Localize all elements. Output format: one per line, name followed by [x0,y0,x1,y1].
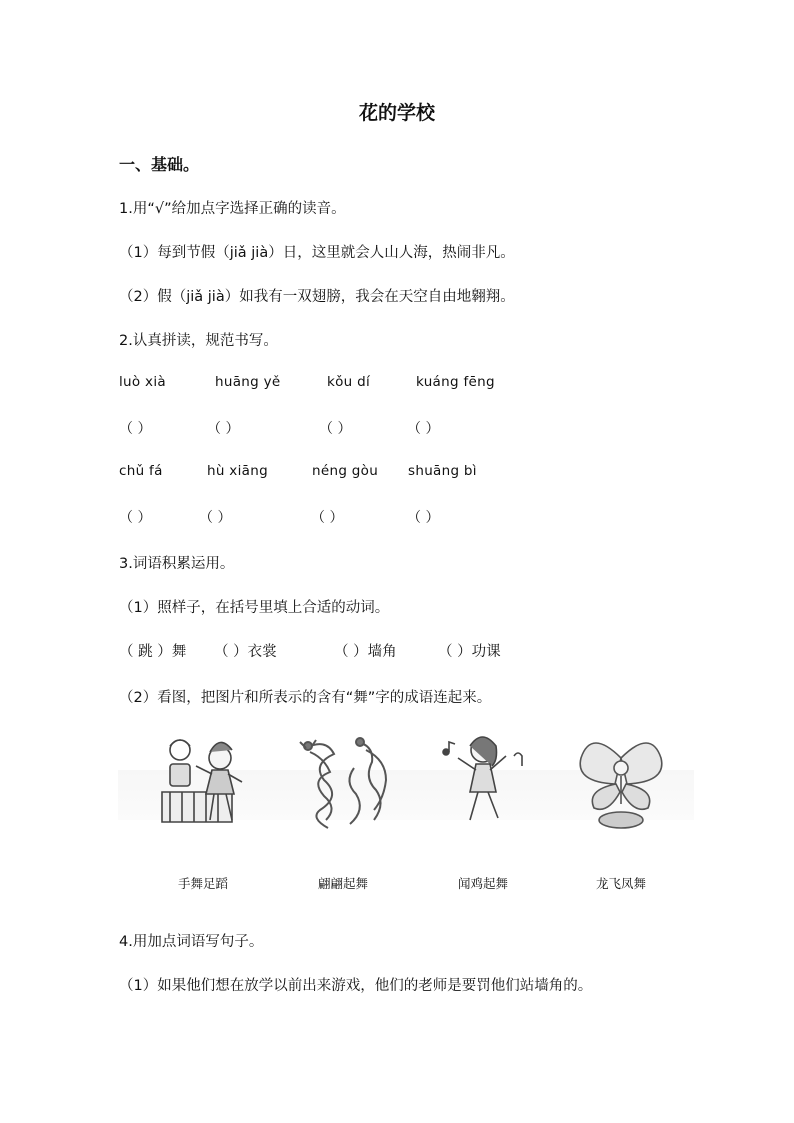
answer-blank[interactable]: （ ） [207,421,240,437]
pinyin-4: kuáng fēng [416,374,495,390]
answer-blank[interactable]: （ ） [319,421,352,437]
butterfly-flower-picture[interactable] [566,728,676,838]
verb-fill-2[interactable]: （ ）衣裳 [214,644,277,660]
verb-fill-1: （ 跳 ）舞 [119,644,187,660]
pinyin-6: hù xiāng [207,463,268,479]
question-3-sub-1: （1）照样子，在括号里填上合适的动词。 [119,600,390,616]
question-1-item-2: （2）假（jiǎ jià）如我有一双翅膀，我会在天空自由地翱翔。 [119,289,515,305]
question-1-item-1: （1）每到节假（jiǎ jià）日，这里就会人山人海，热闹非凡。 [119,245,515,261]
girl-dancing-picture[interactable] [428,728,538,838]
dragon-phoenix-picture[interactable] [288,728,398,838]
question-3-stem: 3.词语积累运用。 [119,556,235,572]
answer-blank[interactable]: （ ） [119,510,152,526]
pinyin-2: huāng yě [215,374,281,390]
question-3-sub-2: （2）看图，把图片和所表示的含有“舞”字的成语连起来。 [119,690,492,706]
pinyin-7: néng gòu [312,463,379,479]
answer-blank[interactable]: （ ） [199,510,232,526]
verb-fill-3[interactable]: （ ）墙角 [334,644,397,660]
answer-blank[interactable]: （ ） [407,510,440,526]
pinyin-8: shuāng bì [408,463,477,479]
page-title: 花的学校 [358,102,435,124]
idiom-caption-3[interactable]: 闻鸡起舞 [457,876,508,891]
question-2-stem: 2.认真拼读，规范书写。 [119,333,278,349]
pinyin-5: chǔ fá [119,463,163,479]
question-4-item-1: （1）如果他们想在放学以前出来游戏，他们的老师是要罚他们站墙角的。 [119,978,593,994]
pinyin-1: luò xià [119,374,166,390]
question-4-stem: 4.用加点词语写句子。 [119,934,264,950]
idiom-caption-2[interactable]: 翩翩起舞 [317,876,368,891]
answer-blank[interactable]: （ ） [311,510,344,526]
idiom-caption-1[interactable]: 手舞足蹈 [177,876,228,891]
idiom-caption-4[interactable]: 龙飞凤舞 [595,876,646,891]
answer-blank[interactable]: （ ） [119,421,152,437]
question-1-stem: 1.用“√”给加点字选择正确的读音。 [119,201,346,217]
idiom-matching-figure [118,728,694,908]
children-dancing-picture[interactable] [150,728,260,838]
section-heading-basics: 一、基础。 [119,155,200,174]
answer-blank[interactable]: （ ） [407,421,440,437]
verb-fill-4[interactable]: （ ）功课 [438,644,501,660]
pinyin-3: kǒu dí [327,374,371,390]
